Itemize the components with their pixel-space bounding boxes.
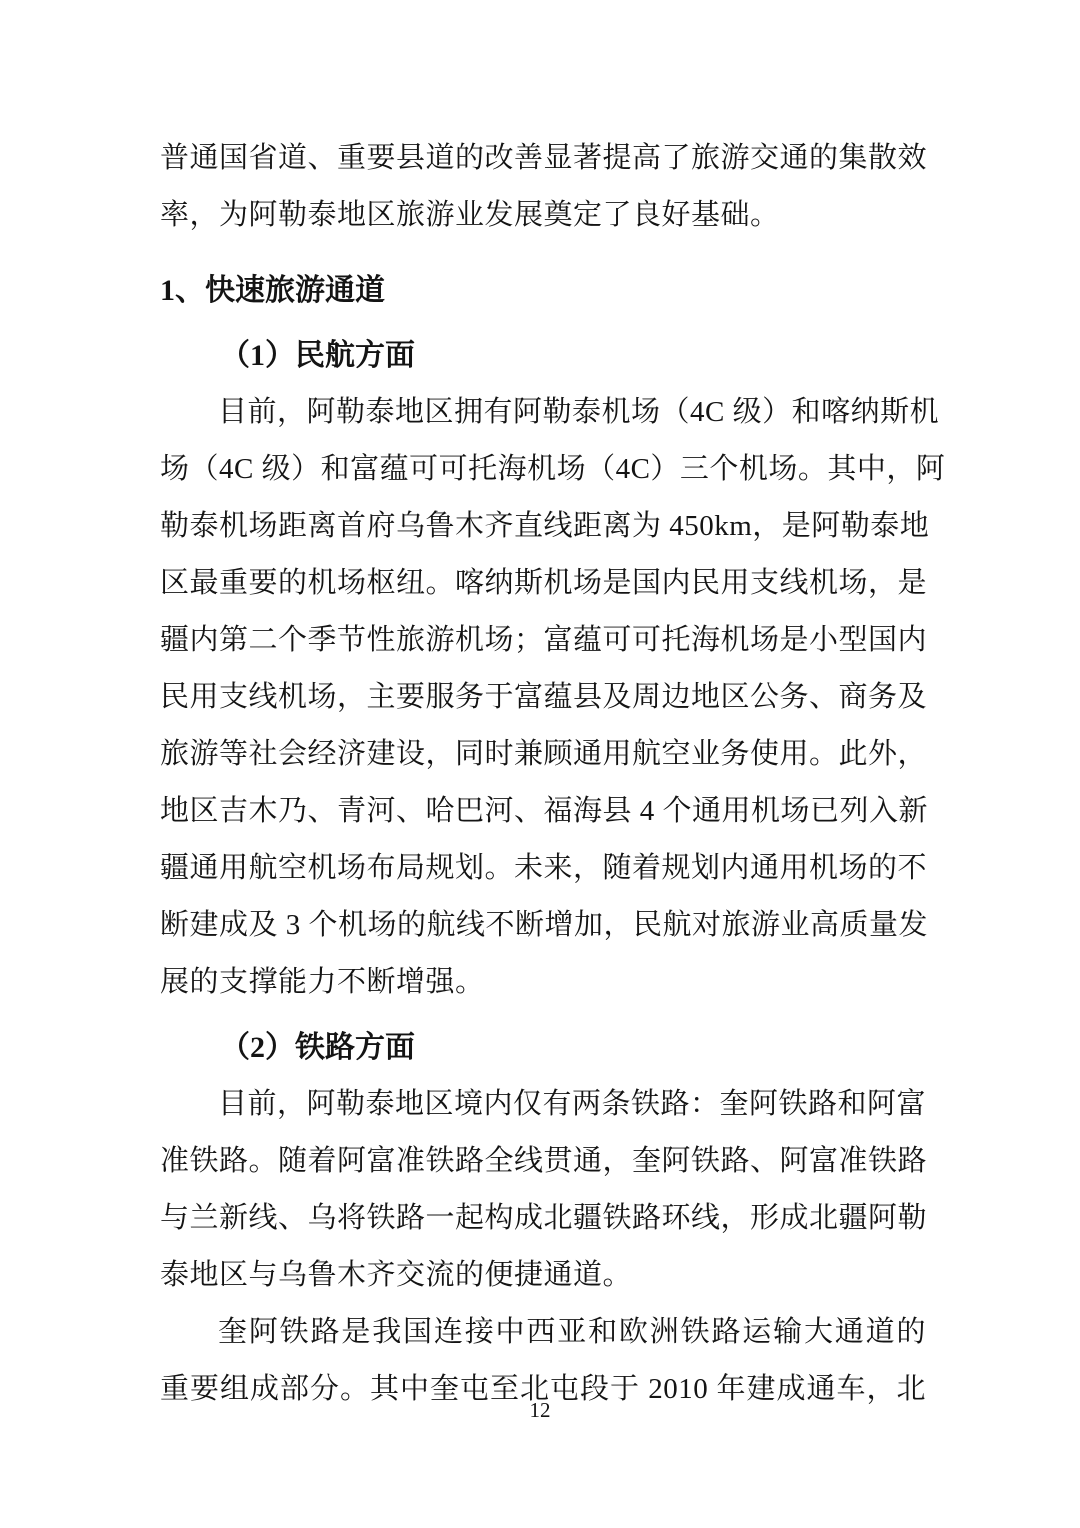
civil-aviation-line: 区最重要的机场枢纽。喀纳斯机场是国内民用支线机场，是 <box>160 567 928 599</box>
intro-line: 普通国省道、重要县道的改善显著提高了旅游交通的集散效 <box>160 142 928 174</box>
civil-aviation-line: 勒泰机场距离首府乌鲁木齐直线距离为 450km，是阿勒泰地 <box>160 510 930 542</box>
civil-aviation-paragraph <box>160 384 946 1011</box>
intro-paragraph <box>160 130 926 244</box>
page-number: 12 <box>529 1398 551 1422</box>
heading-railway: （2）铁路方面 <box>220 1031 415 1064</box>
railway-line: 与兰新线、乌将铁路一起构成北疆铁路环线，形成北疆阿勒 <box>160 1202 928 1234</box>
heading-fast-tourism-channel: 1、快速旅游通道 <box>160 274 385 307</box>
civil-aviation-line: 旅游等社会经济建设，同时兼顾通用航空业务使用。此外， <box>160 738 928 770</box>
civil-aviation-line: 疆通用航空机场布局规划。未来，随着规划内通用机场的不 <box>160 852 928 884</box>
civil-aviation-line: 地区吉木乃、青河、哈巴河、福海县 4 个通用机场已列入新 <box>160 795 929 827</box>
intro-line: 率，为阿勒泰地区旅游业发展奠定了良好基础。 <box>160 199 780 231</box>
railway-paragraph-1 <box>160 1076 926 1304</box>
railway-line: 重要组成部分。其中奎屯至北屯段于 2010 年建成通车，北 <box>160 1373 926 1405</box>
railway-line: 目前，阿勒泰地区境内仅有两条铁路：奎阿铁路和阿富 <box>218 1088 927 1120</box>
railway-line: 泰地区与乌鲁木齐交流的便捷通道。 <box>160 1259 633 1291</box>
civil-aviation-line: 展的支撑能力不断增强。 <box>160 966 485 998</box>
railway-line: 奎阿铁路是我国连接中西亚和欧洲铁路运输大通道的 <box>218 1316 926 1348</box>
civil-aviation-line: 疆内第二个季节性旅游机场；富蕴可可托海机场是小型国内 <box>160 624 928 656</box>
civil-aviation-line: 民用支线机场，主要服务于富蕴县及周边地区公务、商务及 <box>160 681 928 713</box>
civil-aviation-line: 场（4C 级）和富蕴可可托海机场（4C）三个机场。其中，阿 <box>160 453 946 485</box>
railway-line: 准铁路。随着阿富准铁路全线贯通，奎阿铁路、阿富准铁路 <box>160 1145 928 1177</box>
document-text-block <box>160 130 946 1418</box>
civil-aviation-line: 目前，阿勒泰地区拥有阿勒泰机场（4C 级）和喀纳斯机 <box>218 396 940 428</box>
civil-aviation-line: 断建成及 3 个机场的航线不断增加，民航对旅游业高质量发 <box>160 909 929 941</box>
heading-civil-aviation: （1）民航方面 <box>220 339 415 372</box>
